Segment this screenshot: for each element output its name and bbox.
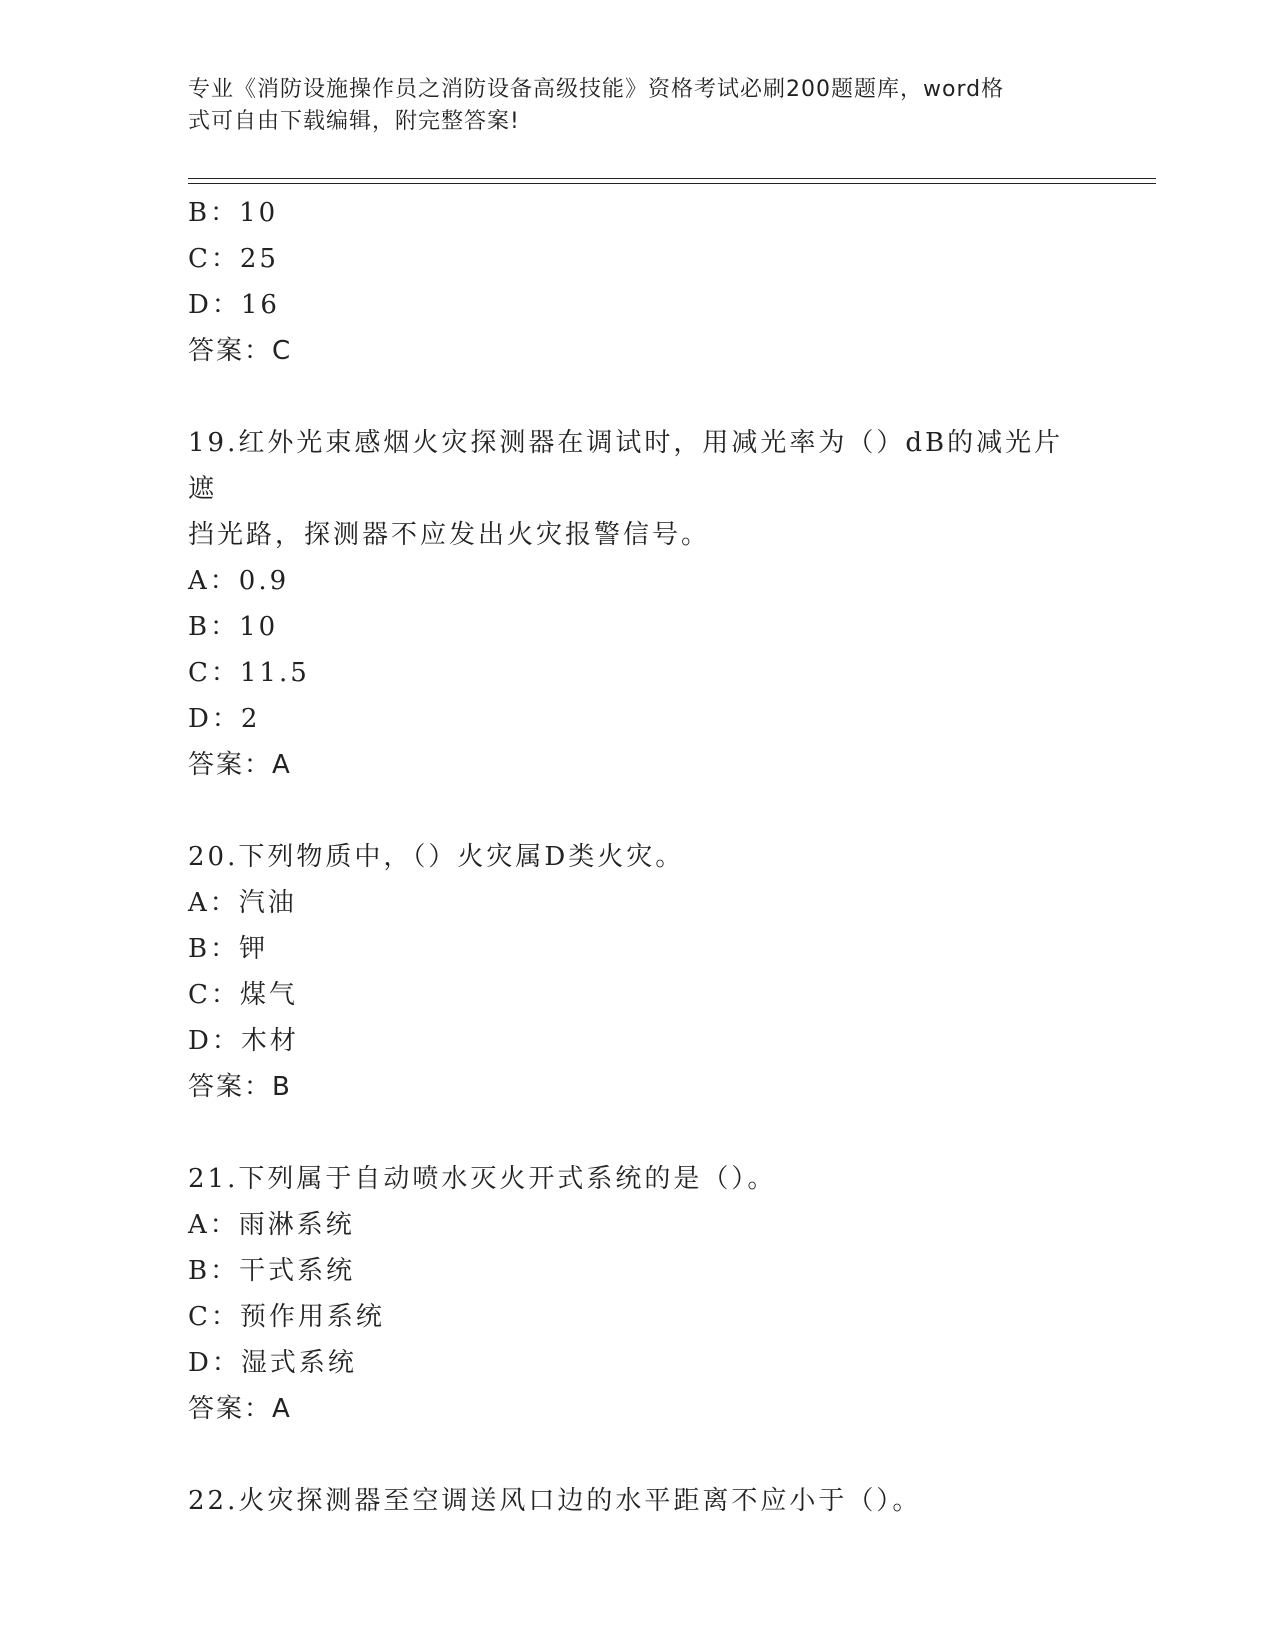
option-c: C：11.5 <box>188 658 310 688</box>
option-c: C：预作用系统 <box>188 1302 385 1332</box>
question-text-line-2: 挡光路，探测器不应发出火灾报警信号。 <box>188 520 711 550</box>
question-list <box>188 190 1088 1524</box>
option-c: C：25 <box>188 244 279 274</box>
option-a: A：汽油 <box>188 888 297 918</box>
option-d: D：木材 <box>188 1026 299 1056</box>
option-b: B：干式系统 <box>188 1256 356 1286</box>
answer-label: 答案：C <box>188 336 293 366</box>
option-d: D：2 <box>188 704 261 734</box>
question-20 <box>188 834 1088 1110</box>
option-b: B：钾 <box>188 934 269 964</box>
option-a: A：雨淋系统 <box>188 1210 355 1240</box>
option-d: D：湿式系统 <box>188 1348 357 1378</box>
header-line-1: 专业《消防设施操作员之消防设备高级技能》资格考试必刷200题题库，word格 <box>188 77 1005 102</box>
document-header <box>188 74 1068 138</box>
option-c: C：煤气 <box>188 980 298 1010</box>
option-b: B：10 <box>188 198 279 228</box>
header-line-2: 式可自由下载编辑，附完整答案! <box>188 109 520 134</box>
question-19 <box>188 420 1088 788</box>
question-22 <box>188 1478 1088 1524</box>
question-text-line-1: 21.下列属于自动喷水灭火开式系统的是（）。 <box>188 1164 777 1194</box>
option-d: D：16 <box>188 290 280 320</box>
answer-label: 答案：A <box>188 1394 292 1424</box>
answer-label: 答案：A <box>188 750 292 780</box>
answer-label: 答案：B <box>188 1072 292 1102</box>
option-b: B：10 <box>188 612 279 642</box>
question-text-line-1: 19.红外光束感烟火灾探测器在调试时，用减光率为（）dB的减光片遮 <box>188 428 1064 504</box>
header-divider-thick <box>188 178 1156 179</box>
question-18-tail <box>188 190 1088 374</box>
question-text-line-1: 20.下列物质中，（）火灾属D类火灾。 <box>188 842 685 872</box>
question-text-line-1: 22.火灾探测器至空调送风口边的水平距离不应小于（）。 <box>188 1486 922 1516</box>
header-divider-thin <box>188 183 1156 184</box>
option-a: A：0.9 <box>188 566 290 596</box>
question-21 <box>188 1156 1088 1432</box>
